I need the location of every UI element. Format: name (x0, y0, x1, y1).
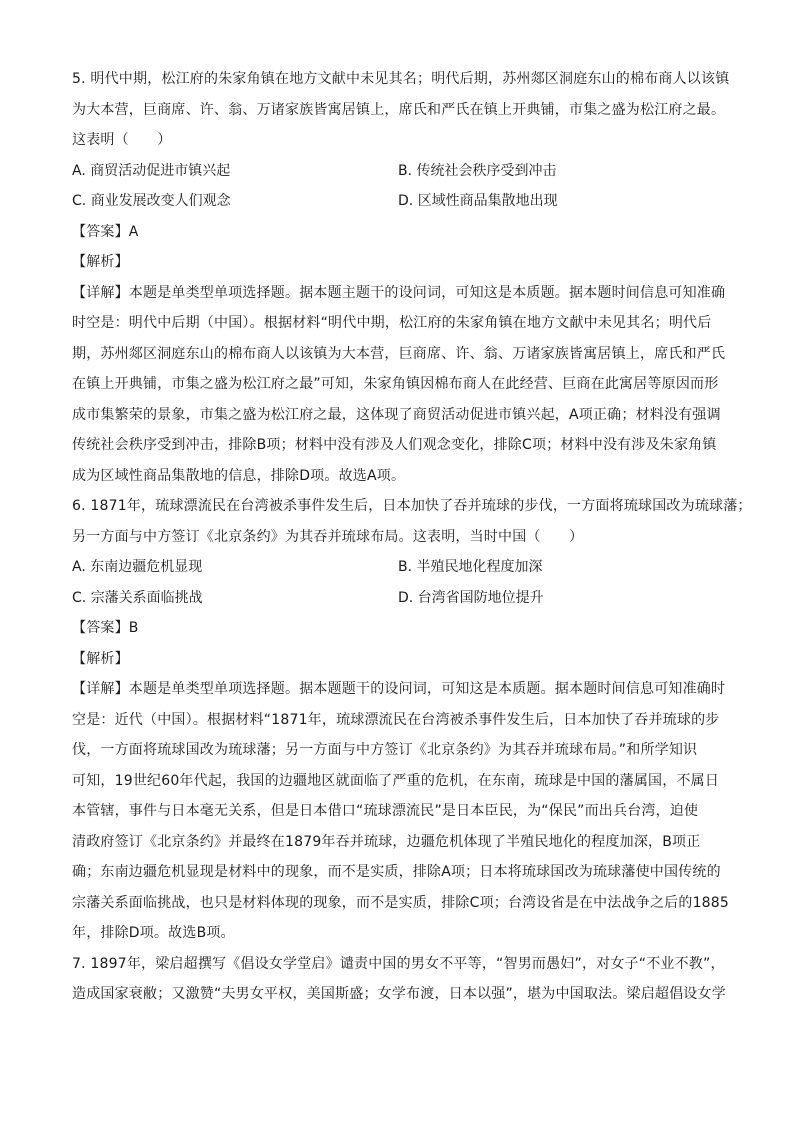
q6-option-c[interactable] (72, 583, 398, 614)
option-letter: C. (72, 193, 87, 209)
option-text: 宗藩关系面临挑战 (90, 589, 203, 606)
q6-detail-line: 宗藩关系面临挑战，也只是材料体现的现象，而不是实质，排除C项；台湾设省是在中法战争之后的1885 (72, 894, 730, 911)
q5-detail-line: 传统社会秩序受到冲击，排除B项；材料中没有涉及人们观念变化，排除C项；材料中没有涉及朱家角镇 (72, 437, 717, 453)
q6-option-b[interactable] (398, 552, 724, 583)
q6-detail-line: 确；东南边疆危机显现是材料中的现象，而不是实质，排除A项；日本将琉球国改为琉球藩使中国传统的 (72, 864, 721, 880)
q6-options-row (72, 552, 732, 583)
q6-detail-line: 【详解】本题是单类型单项选择题。据本题题干的设问词，可知这是本质题。据本题时间信息可知准确时 (72, 681, 726, 697)
q5-detail-line: 期，苏州郯区洞庭东山的棉布商人以该镇为大本营，巨商席、许、翁、万诸家族皆寓居镇上，席氏和严氏 (72, 345, 726, 362)
option-text: 半殖民地化程度加深 (416, 559, 543, 575)
option-letter: B. (398, 559, 413, 575)
q6-analysis-label: 【解析】 (72, 650, 129, 667)
q7-stem-line: 7. 1897年，梁启超撰写《倡设女学堂启》谴责中国的男女不平等，“智男而愚妇”，对女子“不业不教”， (72, 955, 725, 972)
option-letter: A. (72, 559, 86, 575)
q5-option-c[interactable] (72, 186, 398, 217)
question-6 (72, 491, 752, 949)
q5-detail-line: 在镇上开典铺，市集之盛为松江府之最”可知，朱家角镇因棉布商人在此经营、巨商在此寓居等原因而形 (72, 376, 719, 392)
q5-option-a[interactable] (72, 156, 398, 187)
option-letter: B. (398, 162, 413, 179)
q6-detail-line: 年，排除D项。故选B项。 (72, 925, 235, 941)
q5-detail-line: 【详解】本题是单类型单项选择题。据本题主题干的设问词，可知这是本质题。据本题时间信息可知准确 (72, 284, 726, 301)
q7-stem-line: 造成国家衰敝；又激赞“夫男女平权，美国斯盛；女学布渡，日本以强”，堪为中国取法。梁启超倡设女学 (72, 986, 726, 1002)
q5-detail-line: 时空是：明代中后期（中国）。根据材料“明代中期，松江府的朱家角镇在地方文献中未见其名；明代后 (72, 315, 712, 331)
q5-analysis-label: 【解析】 (72, 254, 129, 270)
q5-options-row (72, 186, 732, 217)
question-5 (72, 64, 732, 491)
q6-option-d[interactable] (398, 583, 724, 614)
option-text: 商贸活动促进市镇兴起 (90, 162, 231, 179)
q6-detail-line: 可知，19世纪60年代起，我国的边疆地区就面临了严重的危机，在东南，琉球是中国的藩属国，不属日 (72, 772, 720, 789)
q5-options-row (72, 156, 732, 187)
option-text: 台湾省国防地位提升 (417, 589, 544, 606)
q6-answer: 【答案】B (72, 620, 139, 636)
q6-stem-line: 另一方面与中方签订《北京条约》为其吞并琉球布局。这表明，当时中国（ ） (72, 528, 584, 545)
option-text: 传统社会秩序受到冲击 (416, 162, 557, 179)
option-text: 商业发展改变人们观念 (90, 193, 231, 209)
q6-detail-line: 本管辖，事件与日本毫无关系，但是日本借口“琉球漂流民”是日本臣民，为“保民”而出兵台湾，迫使 (72, 803, 699, 819)
q5-answer: 【答案】A (72, 223, 139, 240)
q6-options-row (72, 583, 732, 614)
q6-stem-line: 6. 1871年，琉球漂流民在台湾被杀事件发生后，日本加快了吞并琉球的步伐，一方面将琉球国改为琉球藩； (72, 498, 752, 514)
q5-detail-line: 成市集繁荣的景象，市集之盛为松江府之最，这体现了商贸活动促进市镇兴起，A项正确；材料没有强调 (72, 406, 721, 423)
question-7 (72, 949, 732, 1010)
option-letter: C. (72, 589, 87, 606)
option-letter: D. (398, 193, 414, 209)
q6-detail-line: 伐，一方面将琉球国改为琉球藩；另一方面与中方签订《北京条约》为其吞并琉球布局。”和所学知识 (72, 742, 698, 758)
q6-option-a[interactable] (72, 552, 398, 583)
q5-stem-line: 为大本营，巨商席、许、翁、万诸家族皆寓居镇上，席氏和严氏在镇上开典铺，市集之盛为松江府之最。 (72, 101, 726, 118)
option-letter: D. (398, 589, 414, 606)
q6-detail-line: 清政府签订《北京条约》并最终在1879年吞并琉球，边疆危机体现了半殖民地化的程度加深，B项正 (72, 833, 701, 850)
q5-option-b[interactable] (398, 156, 724, 187)
option-text: 区域性商品集散地出现 (417, 193, 558, 209)
q5-stem-line: 5. 明代中期，松江府的朱家角镇在地方文献中未见其名；明代后期，苏州郯区洞庭东山的棉布商人以该镇 (72, 71, 730, 87)
q5-detail-line: 成为区域性商品集散地的信息，排除D项。故选A项。 (72, 467, 406, 484)
q6-detail-line: 空是：近代（中国）。根据材料“1871年，琉球漂流民在台湾被杀事件发生后，日本加快了吞并琉球的步 (72, 711, 720, 728)
q5-option-d[interactable] (398, 186, 724, 217)
q5-stem-line: 这表明（ ） (72, 132, 172, 148)
exam-page (72, 64, 752, 1010)
option-text: 东南边疆危机显现 (90, 559, 203, 575)
option-letter: A. (72, 162, 86, 179)
